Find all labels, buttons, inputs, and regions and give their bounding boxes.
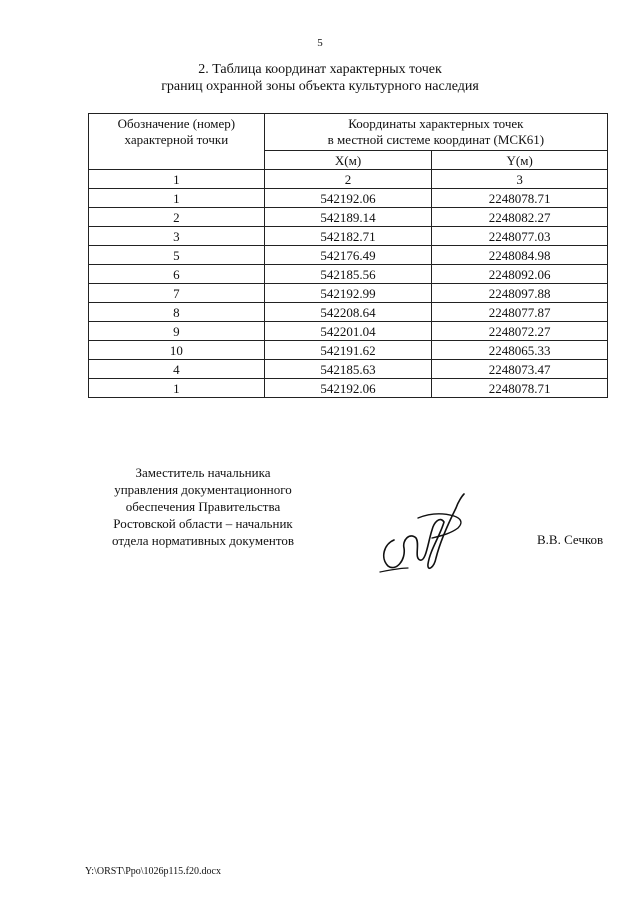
point-cell: 4	[89, 360, 265, 379]
point-cell: 3	[89, 227, 265, 246]
y-cell: 2248065.33	[432, 341, 608, 360]
y-cell: 2248073.47	[432, 360, 608, 379]
x-cell: 542201.04	[264, 322, 432, 341]
table-column-number-row	[89, 170, 608, 189]
y-cell: 2248077.87	[432, 303, 608, 322]
column-number-1: 1	[89, 170, 265, 189]
signer-title	[88, 464, 318, 549]
point-cell: 5	[89, 246, 265, 265]
x-header-cell: X(м)	[264, 151, 432, 170]
y-cell: 2248078.71	[432, 189, 608, 208]
file-path-footer: Y:\ORST\Ppo\1026p115.f20.docx	[85, 866, 221, 877]
x-cell: 542182.71	[264, 227, 432, 246]
x-cell: 542192.06	[264, 189, 432, 208]
signer-title-line-5: отдела нормативных документов	[112, 533, 294, 548]
x-cell: 542189.14	[264, 208, 432, 227]
y-cell: 2248078.71	[432, 379, 608, 398]
signer-title-line-2: управления документационного	[114, 482, 292, 497]
point-cell: 1	[89, 379, 265, 398]
signer-name: В.В. Сечков	[537, 532, 604, 547]
y-cell: 2248077.03	[432, 227, 608, 246]
coordinates-table	[88, 113, 608, 398]
coords-header-line-2: в местной системе координат (МСК61)	[327, 132, 545, 147]
coords-header-cell	[264, 114, 607, 151]
point-cell: 7	[89, 284, 265, 303]
point-cell: 2	[89, 208, 265, 227]
y-cell: 2248097.88	[432, 284, 608, 303]
table-row	[89, 246, 608, 265]
x-cell: 542191.62	[264, 341, 432, 360]
x-cell: 542208.64	[264, 303, 432, 322]
point-header-line-1: Обозначение (номер)	[117, 116, 236, 131]
document-title	[0, 61, 640, 95]
table-row	[89, 189, 608, 208]
table-row	[89, 341, 608, 360]
handwritten-signature	[370, 488, 480, 578]
column-number-2: 2	[264, 170, 432, 189]
y-header-cell: Y(м)	[432, 151, 608, 170]
y-cell: 2248092.06	[432, 265, 608, 284]
table-header-row	[89, 114, 608, 151]
table-row	[89, 303, 608, 322]
table-row	[89, 379, 608, 398]
signer-title-line-3: обеспечения Правительства	[125, 499, 281, 514]
table-row	[89, 322, 608, 341]
x-cell: 542192.06	[264, 379, 432, 398]
x-cell: 542185.63	[264, 360, 432, 379]
point-cell: 1	[89, 189, 265, 208]
table-row	[89, 265, 608, 284]
point-header-cell	[89, 114, 265, 170]
point-cell: 8	[89, 303, 265, 322]
point-cell: 10	[89, 341, 265, 360]
column-number-3: 3	[432, 170, 608, 189]
table-row	[89, 360, 608, 379]
x-cell: 542176.49	[264, 246, 432, 265]
x-cell: 542192.99	[264, 284, 432, 303]
coords-header-line-1: Координаты характерных точек	[348, 116, 524, 131]
point-cell: 6	[89, 265, 265, 284]
y-cell: 2248082.27	[432, 208, 608, 227]
y-cell: 2248072.27	[432, 322, 608, 341]
table-row	[89, 227, 608, 246]
signer-title-line-1: Заместитель начальника	[135, 465, 271, 480]
title-line-2: границ охранной зоны объекта культурного наследия	[161, 79, 479, 94]
table-row	[89, 208, 608, 227]
title-line-1: 2. Таблица координат характерных точек	[198, 62, 442, 77]
x-cell: 542185.56	[264, 265, 432, 284]
point-cell: 9	[89, 322, 265, 341]
table-row	[89, 284, 608, 303]
signer-title-line-4: Ростовской области – начальник	[113, 516, 293, 531]
page-number: 5	[317, 37, 323, 49]
point-header-line-2: характерной точки	[124, 132, 229, 147]
y-cell: 2248084.98	[432, 246, 608, 265]
